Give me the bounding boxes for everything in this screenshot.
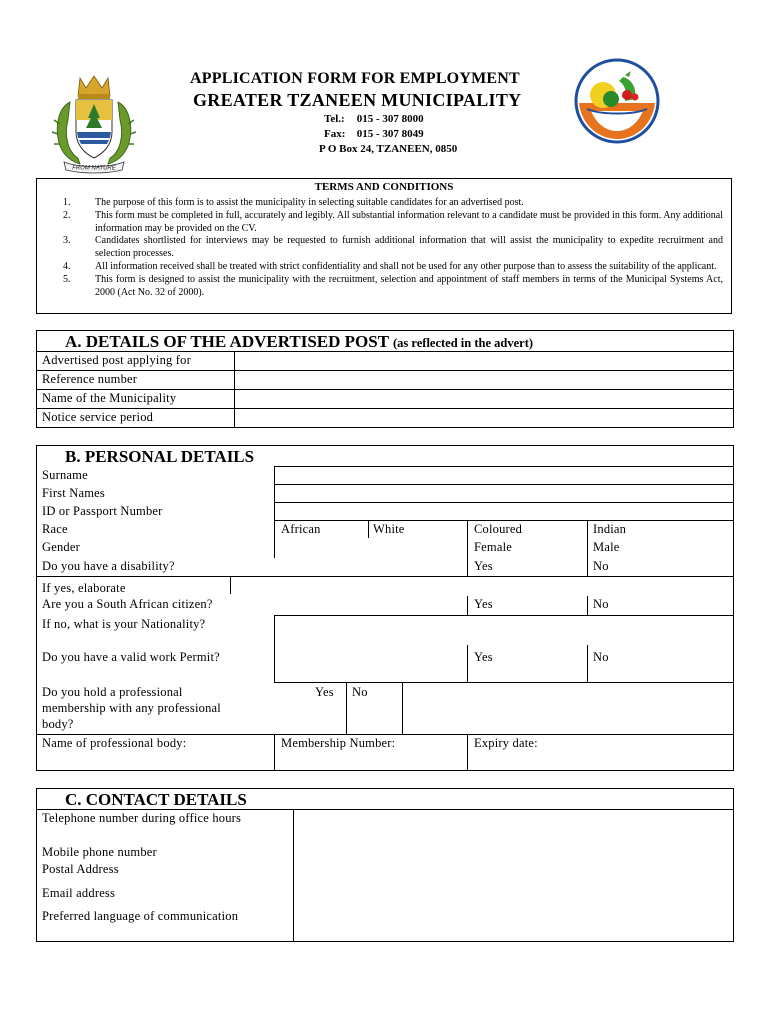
label-citizen: Are you a South African citizen? xyxy=(42,597,213,611)
terms-item-text: All information received shall be treated with strict confidentiality and shall not be used for any other purpose than to assess the suitability of the applicant. xyxy=(95,260,717,272)
contact-block xyxy=(319,112,458,157)
terms-item-text: The purpose of this form is to assist the municipality in selecting suitable candidates for an advertised post. xyxy=(95,197,524,208)
option-membership-yes[interactable]: Yes xyxy=(315,685,334,699)
label-email: Email address xyxy=(42,886,116,900)
label-elaborate: If yes, elaborate xyxy=(42,581,126,595)
form-title: APPLICATION FORM FOR EMPLOYMENT xyxy=(190,70,520,87)
municipal-crest-logo xyxy=(50,74,138,180)
input-nationality[interactable] xyxy=(276,616,732,646)
terms-list xyxy=(57,197,723,299)
label-id-passport: ID or Passport Number xyxy=(42,504,163,518)
terms-item-number: 3. xyxy=(63,235,71,247)
postal-address: P O Box 24, TZANEEN, 0850 xyxy=(319,143,458,155)
input-municipality-name[interactable] xyxy=(235,390,733,408)
label-professional-membership-line2: membership with any professional xyxy=(42,701,221,715)
label-gender: Gender xyxy=(42,540,80,554)
label-surname: Surname xyxy=(42,468,88,482)
label-disability: Do you have a disability? xyxy=(42,559,175,573)
fax-label: Fax: xyxy=(324,128,346,140)
terms-item xyxy=(57,274,723,300)
section-a-subtitle: (as reflected in the advert) xyxy=(393,336,534,350)
terms-and-conditions xyxy=(36,178,732,314)
section-a-advertised-post xyxy=(36,330,734,428)
option-citizen-no[interactable]: No xyxy=(593,597,609,611)
terms-item xyxy=(57,197,723,210)
label-municipality-name: Name of the Municipality xyxy=(42,391,177,405)
label-reference-number: Reference number xyxy=(42,372,138,386)
label-work-permit: Do you have a valid work Permit? xyxy=(42,650,220,664)
terms-item xyxy=(57,210,723,236)
label-first-names: First Names xyxy=(42,486,105,500)
terms-item-number: 2. xyxy=(63,209,71,221)
section-b-personal-details xyxy=(36,445,734,771)
terms-item-text: This form must be completed in full, accurately and legibly. All substantial information relevant to a candidate must be provided in this form. Any additional information may be provided on the CV. xyxy=(95,209,723,234)
option-permit-no[interactable]: No xyxy=(593,650,609,664)
terms-item-number: 1. xyxy=(63,197,71,208)
input-reference-number[interactable] xyxy=(235,371,733,389)
terms-item-number: 5. xyxy=(63,273,71,285)
input-disability-elaborate[interactable] xyxy=(232,577,732,594)
option-disability-yes[interactable]: Yes xyxy=(474,559,493,573)
input-notice-period[interactable] xyxy=(235,409,733,427)
fax-value: 015 - 307 8049 xyxy=(356,128,424,140)
label-professional-membership-line3: body? xyxy=(42,717,74,731)
input-contact-details[interactable] xyxy=(295,810,733,941)
option-disability-no[interactable]: No xyxy=(593,559,609,573)
label-professional-body: Name of professional body: xyxy=(42,736,187,750)
label-advertised-post: Advertised post applying for xyxy=(42,353,191,367)
section-a-title: A. DETAILS OF THE ADVERTISED POST (as reflected in the advert) xyxy=(65,332,534,351)
section-c-contact-details xyxy=(36,788,734,942)
option-membership-no[interactable]: No xyxy=(352,685,368,699)
municipality-name: GREATER TZANEEN MUNICIPALITY xyxy=(193,90,522,110)
option-gender-female[interactable]: Female xyxy=(474,540,512,554)
option-gender-male[interactable]: Male xyxy=(593,540,620,554)
label-telephone: Telephone number during office hours xyxy=(42,811,242,825)
label-expiry-date: Expiry date: xyxy=(474,736,538,750)
terms-item-number: 4. xyxy=(63,260,71,272)
tel-label: Tel.: xyxy=(324,113,345,125)
input-advertised-post[interactable] xyxy=(235,352,733,370)
label-professional-membership-line1: Do you hold a professional xyxy=(42,685,183,699)
label-mobile: Mobile phone number xyxy=(42,845,157,859)
terms-item-text: This form is designed to assist the municipality with the recruitment, selection and appointment of staff members in terms of the Municipal Systems Act, 2000 (Act No. 32 of 2000). xyxy=(95,273,723,298)
option-race-indian[interactable]: Indian xyxy=(593,522,627,536)
option-citizen-yes[interactable]: Yes xyxy=(474,597,493,611)
label-postal-address: Postal Address xyxy=(42,862,119,876)
tel-value: 015 - 307 8000 xyxy=(356,113,424,125)
crest-motto: FROM NATURE xyxy=(72,165,116,172)
label-membership-number: Membership Number: xyxy=(281,736,396,750)
terms-item xyxy=(57,261,723,274)
label-preferred-language: Preferred language of communication xyxy=(42,909,239,923)
option-race-coloured[interactable]: Coloured xyxy=(474,522,523,536)
label-nationality: If no, what is your Nationality? xyxy=(42,617,206,631)
option-permit-yes[interactable]: Yes xyxy=(474,650,493,664)
municipality-round-logo xyxy=(573,57,661,145)
label-race: Race xyxy=(42,522,68,536)
terms-item xyxy=(57,235,723,261)
section-b-title: B. PERSONAL DETAILS xyxy=(65,447,255,466)
terms-title: TERMS AND CONDITIONS xyxy=(314,181,454,193)
label-notice-period: Notice service period xyxy=(42,410,154,424)
option-race-white[interactable]: White xyxy=(373,522,405,536)
terms-item-text: Candidates shortlisted for interviews may be requested to furnish additional information that will assist the municipality to expedite recruitment and selection processes. xyxy=(95,235,723,260)
option-race-african[interactable]: African xyxy=(281,522,321,536)
section-c-title: C. CONTACT DETAILS xyxy=(65,790,247,809)
